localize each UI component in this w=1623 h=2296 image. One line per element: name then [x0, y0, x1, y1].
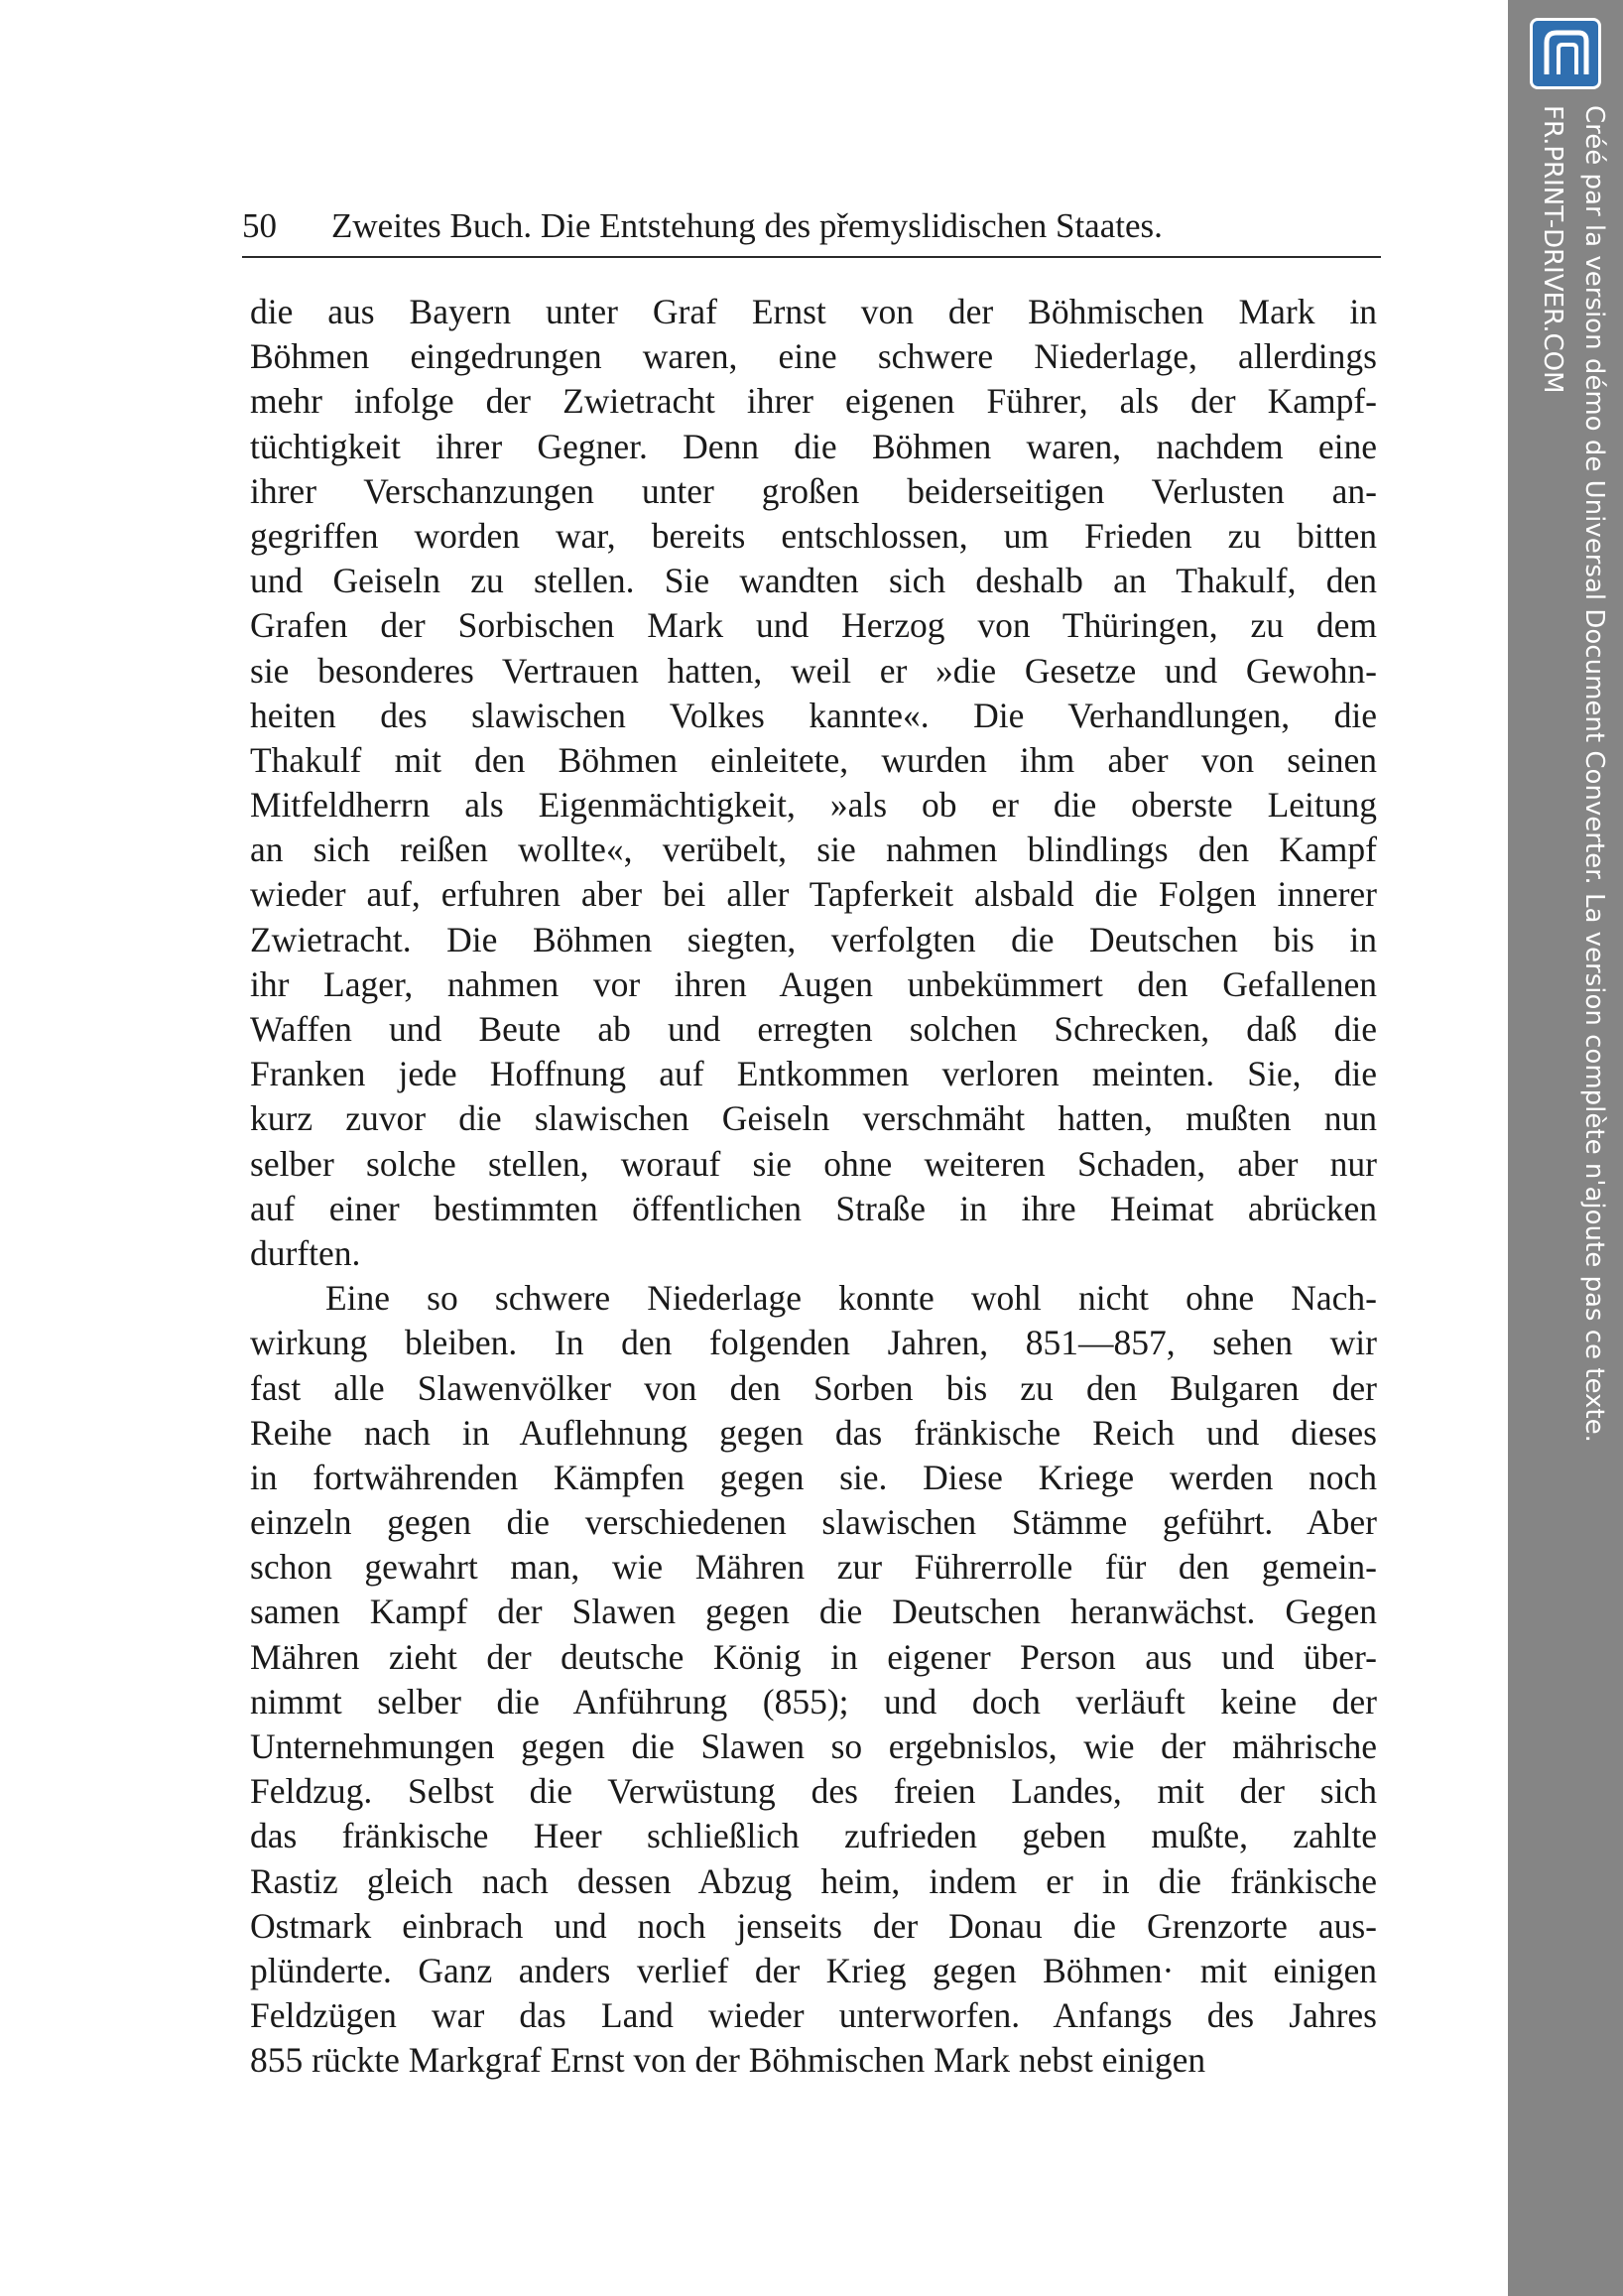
text-line: an sich reißen wollte«, verübelt, sie nahmen blindlings den Kampf: [250, 829, 1377, 870]
text-line: wirkung bleiben. In den folgenden Jahren, 851—857, sehen wir: [250, 1323, 1377, 1363]
text-line: Eine so schwere Niederlage konnte wohl nicht ohne Nach-: [325, 1278, 1377, 1319]
text-line: heiten des slawischen Volkes kannte«. Die Verhandlungen, die: [250, 695, 1377, 735]
text-line: samen Kampf der Slawen gegen die Deutschen heranwächst. Gegen: [250, 1592, 1377, 1632]
text-line: das fränkische Heer schließlich zufrieden geben mußte, zahlte: [250, 1816, 1377, 1856]
text-line: auf einer bestimmten öffentlichen Straße in ihre Heimat abrücken: [250, 1188, 1377, 1228]
text-line: Zwietracht. Die Böhmen siegten, verfolgten die Deutschen bis in: [250, 919, 1377, 959]
text-line: gegriffen worden war, bereits entschlossen, um Frieden zu bitten: [250, 515, 1377, 556]
text-line: Feldzügen war das Land wieder unterworfen. Anfangs des Jahres: [250, 1995, 1377, 2036]
text-line: Ostmark einbrach und noch jenseits der Donau die Grenzorte aus-: [250, 1905, 1377, 1946]
text-line: schon gewahrt man, wie Mähren zur Führerrolle für den gemein-: [250, 1547, 1377, 1588]
text-line: und Geiseln zu stellen. Sie wandten sich deshalb an Thakulf, den: [250, 561, 1377, 601]
watermark-bar: [1508, 0, 1623, 2296]
text-line: die aus Bayern unter Graf Ernst von der Böhmischen Mark in: [250, 292, 1377, 331]
text-line: ihrer Verschanzungen unter großen beiderseitigen Verlusten an-: [250, 470, 1377, 511]
text-line: einzeln gegen die verschiedenen slawischen Stämme geführt. Aber: [250, 1502, 1377, 1543]
text-line: nimmt selber die Anführung (855); und doch verläuft keine der: [250, 1681, 1377, 1722]
text-line: Rastiz gleich nach dessen Abzug heim, indem er in die fränkische: [250, 1860, 1377, 1901]
text-line: sie besonderes Vertrauen hatten, weil er »die Gesetze und Gewohn-: [250, 650, 1377, 691]
watermark-line-demo-notice: Créé par la version démo de Universal Document Converter. La version complète n'ajoute pas ce texte.: [1579, 105, 1609, 1443]
text-line: Böhmen eingedrungen waren, eine schwere Niederlage, allerdings: [250, 336, 1377, 377]
text-line: kurz zuvor die slawischen Geiseln verschmäht hatten, mußten nun: [250, 1098, 1377, 1139]
text-line: Thakulf mit den Böhmen einleitete, wurden ihm aber von seinen: [250, 739, 1377, 780]
text-line: Mähren zieht der deutsche König in eigener Person aus und über-: [250, 1636, 1377, 1677]
text-line: mehr infolge der Zwietracht ihrer eigenen Führer, als der Kampf-: [250, 381, 1377, 422]
header-rule: [242, 256, 1381, 258]
document-converter-logo-icon: [1530, 18, 1601, 89]
text-line: Grafen der Sorbischen Mark und Herzog von Thüringen, zu dem: [250, 605, 1377, 646]
body-text: [250, 290, 1377, 2084]
text-line: tüchtigkeit ihrer Gegner. Denn die Böhmen waren, nachdem eine: [250, 426, 1377, 466]
text-line: in fortwährenden Kämpfen gegen sie. Diese Kriege werden noch: [250, 1457, 1377, 1497]
text-line: durften.: [250, 1232, 361, 1273]
running-head-title: Zweites Buch. Die Entstehung des přemyslidischen Staates.: [331, 206, 1163, 245]
watermark-text: [1520, 105, 1615, 1443]
text-line: ihr Lager, nahmen vor ihren Augen unbekümmert den Gefallenen: [250, 963, 1377, 1004]
text-line: fast alle Slawenvölker von den Sorben bis zu den Bulgaren der: [250, 1367, 1377, 1408]
text-line: plünderte. Ganz anders verlief der Krieg gegen Böhmen· mit einigen: [250, 1950, 1377, 1990]
text-line: Franken jede Hoffnung auf Entkommen verloren meinten. Sie, die: [250, 1054, 1377, 1094]
watermark-line-url: FR.PRINT-DRIVER.COM: [1538, 105, 1567, 394]
text-line: Reihe nach in Auflehnung gegen das fränkische Reich und dieses: [250, 1412, 1377, 1453]
text-line: 855 rückte Markgraf Ernst von der Böhmischen Mark nebst einigen: [250, 2040, 1206, 2081]
text-line: Waffen und Beute ab und erregten solchen Schrecken, daß die: [250, 1009, 1377, 1049]
text-line: selber solche stellen, worauf sie ohne weiteren Schaden, aber nur: [250, 1143, 1377, 1184]
running-head: [242, 204, 1379, 248]
text-line: Feldzug. Selbst die Verwüstung des freien Landes, mit der sich: [250, 1771, 1377, 1812]
text-line: Mitfeldherrn als Eigenmächtigkeit, »als ob er die oberste Leitung: [250, 785, 1377, 826]
text-line: wieder auf, erfuhren aber bei aller Tapferkeit alsbald die Folgen innerer: [250, 874, 1377, 915]
page-number: 50: [242, 206, 277, 245]
text-line: Unternehmungen gegen die Slawen so ergebnislos, wie der mährische: [250, 1726, 1377, 1766]
